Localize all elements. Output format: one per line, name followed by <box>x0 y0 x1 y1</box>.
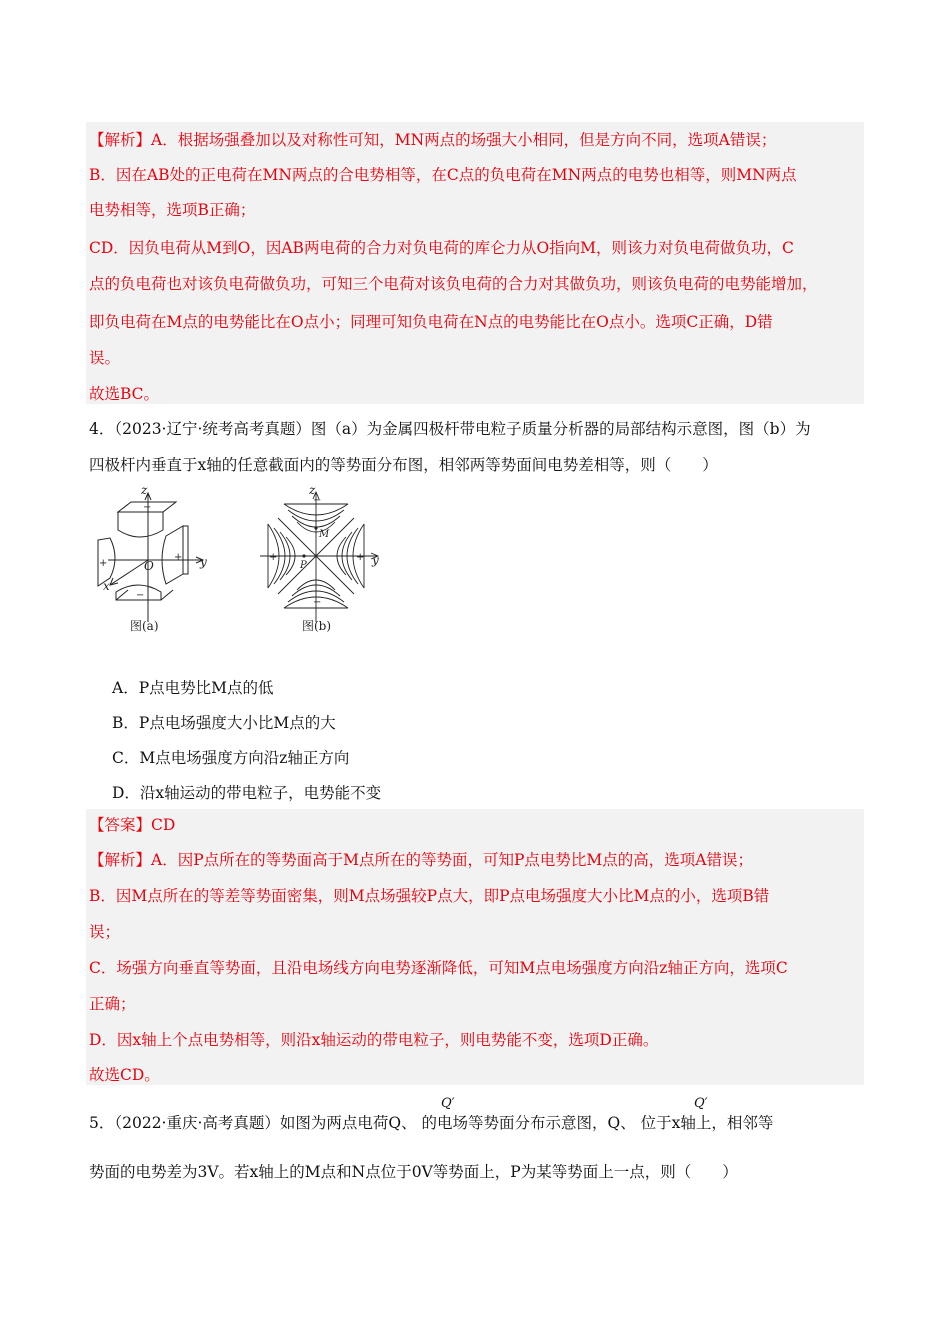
fig-a-o-label: O <box>144 559 154 573</box>
fig-b-caption: 图(b) <box>302 619 332 633</box>
fig-b-minus-top: − <box>313 495 322 506</box>
q3-analysis-line: 即负电荷在M点的电势能比在O点小；同理可知负电荷在N点的电势能比在O点小。选项C正确，D错 <box>89 313 773 331</box>
q3-analysis-line: 【解析】A．根据场强叠加以及对称性可知，MN两点的场强大小相同，但是方向不同，选项A错误； <box>89 131 777 149</box>
fig-a-minus-bottom: − <box>136 590 145 601</box>
fig-a-caption: 图(a) <box>130 619 159 633</box>
fig-b-p-label: P <box>300 560 307 571</box>
fig-b-minus-bottom: − <box>313 597 322 608</box>
q3-analysis-line: 误。 <box>89 349 121 367</box>
fig-a-plus-left: + <box>99 558 108 569</box>
q4-option-d: D．沿x轴运动的带电粒子，电势能不变 <box>112 784 382 802</box>
q4-analysis-line: D．因x轴上个点电势相等，则沿x轴运动的带电粒子，则电势能不变，选项D正确。 <box>89 1031 659 1049</box>
q3-analysis-line: 电势相等，选项B正确； <box>89 201 256 219</box>
fig-b-plus-right: + <box>356 552 365 563</box>
q4-figure <box>88 482 388 642</box>
q5-q-prime-2: Q′ <box>694 1096 708 1111</box>
q4-option-c: C．M点电场强度方向沿z轴正方向 <box>112 749 350 767</box>
q5-q-prime-1: Q′ <box>441 1096 455 1111</box>
q4-option-a: A．P点电势比M点的低 <box>112 679 274 697</box>
q4-stem-line: 四极杆内垂直于x轴的任意截面内的等势面分布图，相邻两等势面间电势差相等，则（ ） <box>89 456 718 474</box>
fig-a-z-label: z <box>141 483 148 497</box>
fig-b-m-label: M <box>319 529 330 540</box>
q3-analysis-line: CD．因负电荷从M到O，因AB两电荷的合力对负电荷的库仑力从O指向M，则该力对负电荷做负功，C <box>89 239 794 257</box>
fig-a-minus-top: − <box>143 502 152 513</box>
q4-conclusion: 故选CD。 <box>89 1066 160 1084</box>
q3-analysis-line: 点的负电荷也对该负电荷做负功，可知三个电荷对该负电荷的合力对其做负功，则该负电荷的电势能增加， <box>89 275 818 293</box>
q4-analysis-line: 正确； <box>89 995 136 1013</box>
fig-b-point-m <box>314 526 317 529</box>
q4-analysis-line: B．因M点所在的等差等势面密集，则M点场强较P点大，即P点电场强度大小比M点的小，选项B错 <box>89 887 770 905</box>
fig-a-x-label: x <box>103 579 110 593</box>
fig-b-plus-left: + <box>269 552 278 563</box>
q4-answer: 【答案】CD <box>89 816 176 834</box>
q5-stem-line: 势面的电势差为3V。若x轴上的M点和N点位于0V等势面上，P为某等势面上一点，则（ ） <box>89 1163 738 1181</box>
fig-a-y-label: y <box>200 555 207 569</box>
q4-analysis-line: 误； <box>89 923 121 941</box>
q4-stem-line: 4．（2023·辽宁·统考高考真题）图（a）为金属四极杆带电粒子质量分析器的局部结构示意图，图（b）为 <box>89 420 811 438</box>
q4-analysis-line: 【解析】A．因P点所在的等势面高于M点所在的等势面，可知P点电势比M点的高，选项A错误； <box>89 851 753 869</box>
fig-b-z-label: z <box>309 483 316 497</box>
q5-stem-line: 5．（2022·重庆·高考真题）如图为两点电荷Q、 的电场等势面分布示意图，Q、 位于x轴上，相邻等 <box>89 1114 774 1132</box>
q3-analysis-line: B．因在AB处的正电荷在MN两点的合电势相等，在C点的负电荷在MN两点的电势也相等，则MN两点 <box>89 166 797 184</box>
fig-b-y-label: y <box>372 553 379 567</box>
q4-option-b: B．P点电场强度大小比M点的大 <box>112 714 336 732</box>
fig-a-plus-right: + <box>174 552 183 563</box>
fig-b-point-p <box>302 554 305 557</box>
q3-conclusion: 故选BC。 <box>89 385 160 403</box>
q4-analysis-line: C．场强方向垂直等势面，且沿电场线方向电势逐渐降低，可知M点电场强度方向沿z轴正方向，选项C <box>89 959 788 977</box>
